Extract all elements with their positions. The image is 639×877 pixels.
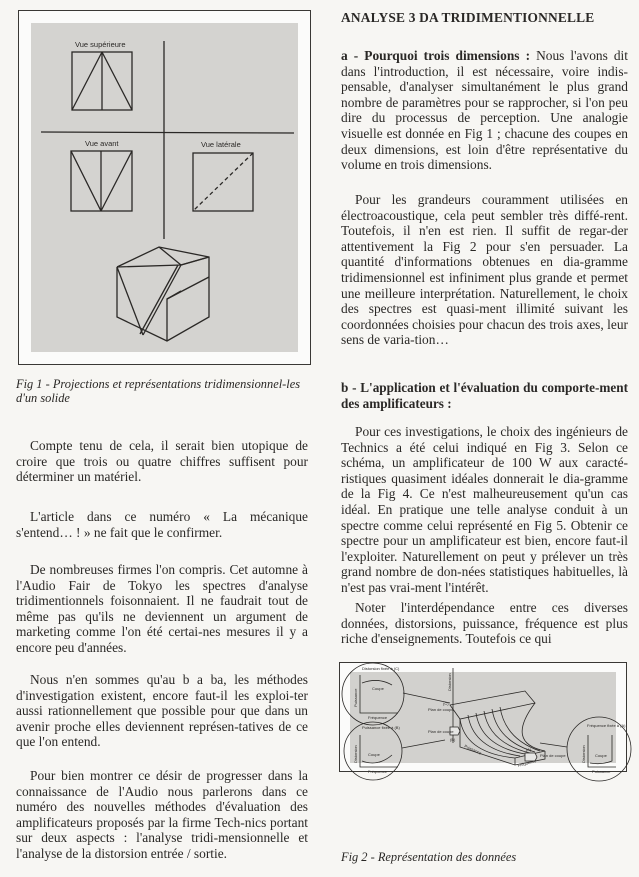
circle-c-curve-label: Coupe <box>372 686 384 691</box>
circle-c-y-axis: Puissance <box>353 688 358 707</box>
horizontal-divider <box>41 132 294 133</box>
left-column-block <box>16 672 308 750</box>
figure-2-caption-block <box>341 850 628 864</box>
paragraph: L'article dans ce numéro « La mécanique s'entend… ! » ne fait que le confirmer. <box>16 509 308 540</box>
left-column <box>16 438 308 485</box>
figure-2-drawing <box>340 663 626 774</box>
circle-a-curve-label: Coupe <box>595 753 607 758</box>
section-a-text: Nous l'avons dit dans l'introduction, il est nécessaire, voire indis-pensable, d'analyser simultanément le plus grand nombre de paramètres pour se rapprocher, si l'on peu dire du processus de perception. Une analogie visuelle est donnée en Fig 1 ; chacune des coupes en deux dimensions, est loin d'être représentative du volume en trois dimensions. <box>341 48 628 173</box>
figure-1-caption-block <box>16 377 308 405</box>
axis-distortion-label: Distorsion <box>447 673 452 691</box>
top-view-drawing <box>72 52 132 110</box>
top-view-label: Vue supérieure <box>75 40 126 49</box>
left-column-block <box>16 768 308 862</box>
circle-b-y-axis: Distorsion <box>353 745 358 763</box>
cut-plane-a-label: Plan de coupe <box>540 753 566 758</box>
circle-b-curve-label: Coupe <box>368 752 380 757</box>
paragraph: Noter l'interdépendance entre ces diverses données, distorsions, puissance, fréquence est plus riche d'enseignements. Toutefois ce qui <box>341 600 628 647</box>
circle-c-title: Distorsion fixée à (C) <box>362 666 400 671</box>
paragraph: Nous n'en sommes qu'au b a ba, les méthodes d'investigation existent, encore faut-il les exploi-ter aussi rationnellement que possible pour que dans un avenir proche elles deviennent représen-tatives de ce que l'on entend. <box>16 672 308 750</box>
front-view-label: Vue avant <box>85 139 119 148</box>
section-a-paragraph <box>341 48 628 173</box>
axis-power-label: Puissance <box>463 743 483 756</box>
left-column-block <box>16 562 308 656</box>
paragraph: Pour bien montrer ce désir de progresser dans la connaissance de l'Audio nous parlerons dans ce numéro des nouvelles méthodes d'évaluation des amplificateurs proposés par la firme Tech-nics portant sur deux aspects : l'analyse tridi-mensionnelle et l'analyse de la distorsion entrée / sortie. <box>16 768 308 861</box>
right-paragraph-2-block <box>341 192 628 348</box>
isometric-solid-drawing <box>117 247 209 341</box>
section-b-heading-block <box>341 380 628 411</box>
circle-b-x-axis: Fréquence <box>368 769 388 774</box>
section-b-heading: b - L'application et l'évaluation du comporte-ment des amplificateurs : <box>341 380 628 411</box>
side-view-label: Vue latérale <box>201 140 241 149</box>
figure-2 <box>339 662 627 772</box>
left-column-block <box>16 509 308 540</box>
front-view-drawing <box>71 151 132 211</box>
figure-1-drawing <box>19 11 310 364</box>
figure-2-caption: Fig 2 - Représentation des données <box>341 850 517 864</box>
figure-1-caption: Fig 1 - Projections et représentations tridimensionnel-les d'un solide <box>16 377 301 405</box>
section-a <box>341 48 628 173</box>
paragraph: Pour les grandeurs couramment utilisées en électroacoustique, cela peut sembler très diffé-rent. Toutefois, il n'en est rien. Il suffit de regar-der attentivement la Fig 2 pour s'en persuader. La quantité d'informations obtenues en dia-gramme tridimensionnel est infiniment plus grande et permet une meilleure interprétation. Naturellement, le choix des spectres est quasi-ment illimité suivant les coordonnées choisies pour chacun des trois axes, leur sens de varia-tion… <box>341 192 628 348</box>
right-column-heading-block <box>341 10 628 26</box>
cut-plane-b-label: Plan de coupe <box>428 729 454 734</box>
figure-1 <box>18 10 311 365</box>
marker-a: (A) <box>526 747 532 752</box>
right-paragraph-3-block <box>341 424 628 596</box>
axis-frequency-label: Fréquence <box>516 758 537 768</box>
right-paragraph-4-block <box>341 600 628 647</box>
side-view-drawing <box>193 153 253 211</box>
circle-a-title: Fréquence fixée à (A) <box>587 723 626 728</box>
paragraph: Compte tenu de cela, il serait bien utopique de croire que trois ou quatre chiffres suffisent pour déterminer un matériel. <box>16 438 308 485</box>
circle-b-title: Puissance fixée à (B) <box>362 725 400 730</box>
circle-a-y-axis: Distorsion <box>581 745 586 763</box>
cut-plane-c-label: Plan de coupe <box>428 707 454 712</box>
section-a-lead: a - Pourquoi trois dimensions : <box>341 48 531 63</box>
section-heading: ANALYSE 3 DA TRIDIMENTIONNELLE <box>341 10 595 25</box>
circle-c-x-axis: Fréquence <box>368 715 388 720</box>
paragraph: De nombreuses firmes l'on compris. Cet automne à l'Audio Fair de Tokyo les spectres d'analyse tridimentionnels foisonnaient. Il ne faudrait tout de même pas qu'ils ne deviennent un argument de marketing comme l'on été certai-nes mesures il y a encore peu d'années. <box>16 562 308 655</box>
paragraph: Pour ces investigations, le choix des ingénieurs de Technics a été celui indiqué en Fig 3. Selon ce schéma, un amplificateur de 100 W aux caracté-ristiques quasiment idéales donnerait le dia-gramme de la Fig 4. Ce n'est malheureusement qu'un cas idéal. En pratique une telle analyse conduit à un spectre comme celui représenté en Fig 5. Obtenir ce spectre pour un amplificateur est bien, encore faut-il l'exploiter. Naturellement on peut y prélever un très grand nombre de don-nées statistiques habituelles, là n'est pas vrai-ment l'intérêt. <box>341 424 628 595</box>
marker-b: (B) <box>450 737 456 742</box>
marker-c: (C) <box>443 701 449 706</box>
circle-a-x-axis: Puissance <box>592 769 611 774</box>
